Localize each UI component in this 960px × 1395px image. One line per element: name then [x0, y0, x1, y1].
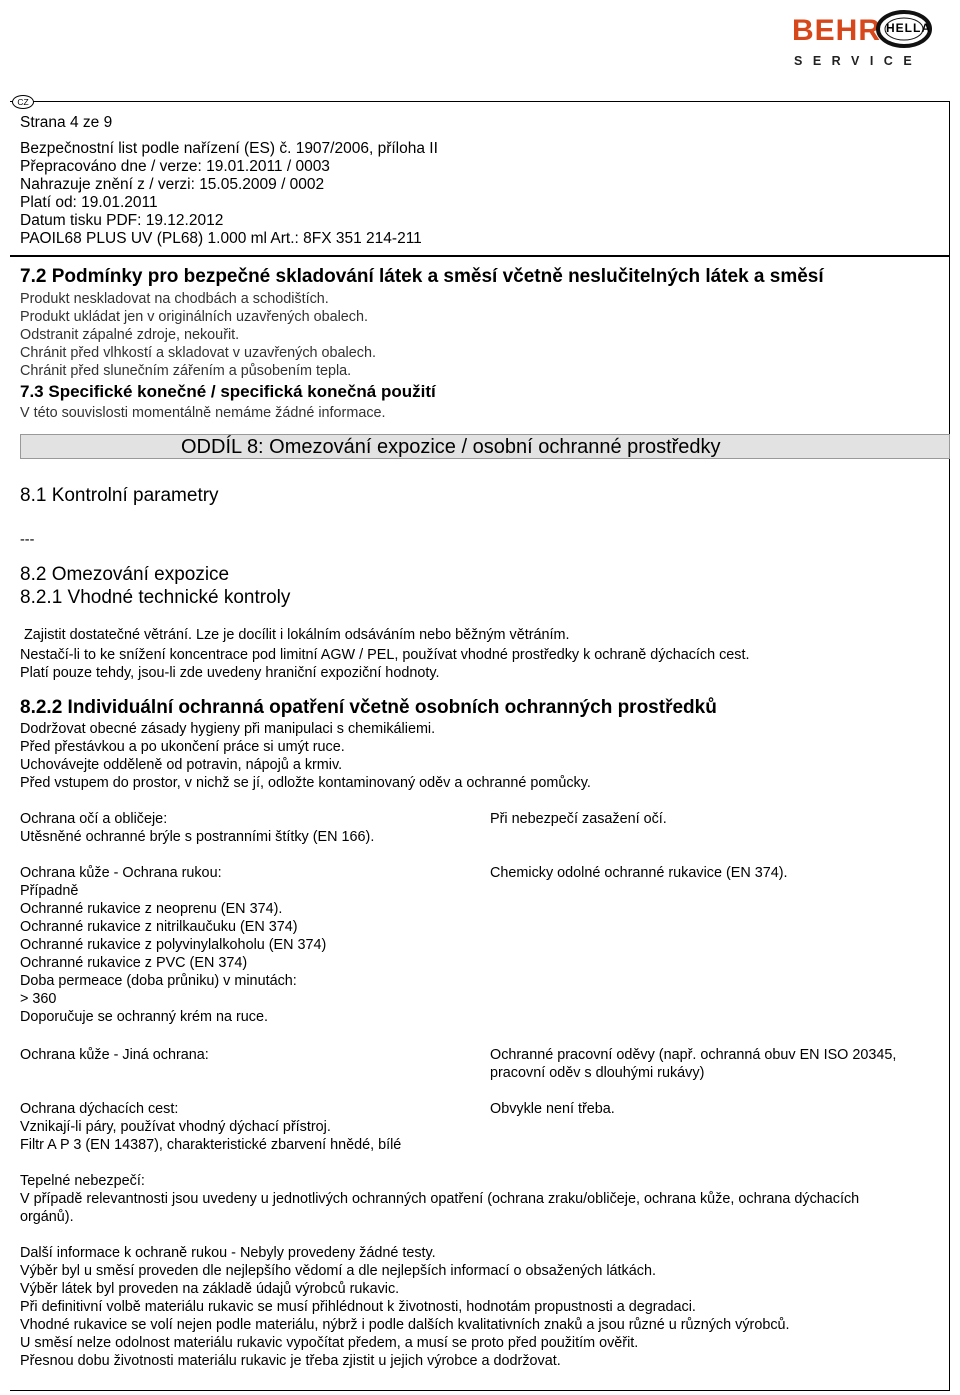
- hand-protection-line: Případně: [20, 883, 79, 899]
- header-replaces: Nahrazuje znění z / verzi: 15.05.2009 / 0002: [20, 176, 325, 193]
- respiratory-line: Vznikají-li páry, používat vhodný dýchací přístroj.: [20, 1119, 331, 1135]
- header-regulation: Bezpečnostní list podle nařízení (ES) č. 1907/2006, příloha II: [20, 140, 438, 157]
- s72-line: Produkt neskladovat na chodbách a schodištích.: [20, 291, 329, 307]
- hand-protection-line: Ochranné rukavice z neoprenu (EN 374).: [20, 901, 283, 917]
- s72-line: Chránit před slunečním zářením a působením tepla.: [20, 363, 352, 379]
- hand-protection-line: > 360: [20, 991, 57, 1007]
- eye-protection-note: Při nebezpečí zasažení očí.: [490, 811, 667, 827]
- additional-info-line: Výběr látek byl proveden na základě údajů výrobců rukavic.: [20, 1281, 400, 1297]
- respiratory-label: Ochrana dýchacích cest:: [20, 1101, 179, 1117]
- eye-protection-label: Ochrana očí a obličeje:: [20, 811, 168, 827]
- company-logo: [792, 10, 942, 72]
- s72-line: Produkt ukládat jen v originálních uzavřených obalech.: [20, 309, 368, 325]
- hygiene-line: Před vstupem do prostor, v nichž se jí, odložte kontaminovaný oděv a ochranné pomůcky.: [20, 775, 591, 791]
- section-7-2-heading: 7.2 Podmínky pro bezpečné skladování látek a směsí včetně neslučitelných látek a směsí: [20, 266, 824, 287]
- hand-protection-line: Doba permeace (doba průniku) v minutách:: [20, 973, 297, 989]
- section-8-title-bar: [20, 434, 950, 459]
- section-8-title: ODDÍL 8: Omezování expozice / osobní ochranné prostředky: [181, 436, 721, 458]
- page-number: Strana 4 ze 9: [20, 114, 113, 131]
- s72-line: Odstranit zápalné zdroje, nekouřit.: [20, 327, 240, 343]
- thermal-hazard-label: Tepelné nebezpečí:: [20, 1173, 145, 1189]
- section-8-1-empty: ---: [20, 532, 35, 548]
- additional-info-line: Další informace k ochraně rukou - Nebyly provedeny žádné testy.: [20, 1245, 436, 1261]
- tech-line: Zajistit dostatečné větrání. Lze je docílit i lokálním odsáváním nebo běžným větráním.: [24, 627, 570, 643]
- hygiene-line: Před přestávkou a po ukončení práce si umýt ruce.: [20, 739, 345, 755]
- thermal-hazard-line: V případě relevantnosti jsou uvedeny u jednotlivých ochranných opatření (ochrana zraku/obličeje, ochrana kůže, ochrana dýchacích: [20, 1191, 860, 1207]
- logo-behr-text: BEHR: [792, 14, 882, 47]
- eye-protection-text: Utěsněné ochranné brýle s postranními štítky (EN 166).: [20, 829, 375, 845]
- language-badge: CZ: [12, 95, 34, 109]
- section-7-3-heading: 7.3 Specifické konečné / specifická konečná použití: [20, 382, 436, 401]
- hand-protection-line: Ochranné rukavice z nitrilkaučuku (EN 374): [20, 919, 298, 935]
- hand-protection-note: Chemicky odolné ochranné rukavice (EN 374).: [490, 865, 788, 881]
- skin-protection-note: pracovní oděv s dlouhými rukávy): [490, 1065, 705, 1081]
- frame-right-border: [949, 101, 950, 1391]
- header-revision: Přepracováno dne / verze: 19.01.2011 / 0003: [20, 158, 330, 175]
- skin-protection-note: Ochranné pracovní oděvy (např. ochranná obuv EN ISO 20345,: [490, 1047, 897, 1063]
- header-print-date: Datum tisku PDF: 19.12.2012: [20, 212, 224, 229]
- additional-info-line: Výběr byl u směsí proveden dle nejlepšího vědomí a dle nejlepších informací o obsažených látkách.: [20, 1263, 656, 1279]
- header-divider: [10, 255, 950, 257]
- thermal-hazard-line: orgánů).: [20, 1209, 74, 1225]
- hygiene-line: Uchovávejte odděleně od potravin, nápojů a krmiv.: [20, 757, 343, 773]
- frame-top-border: [10, 101, 950, 102]
- section-8-2-2-heading: 8.2.2 Individuální ochranná opatření včetně osobních ochranných prostředků: [20, 697, 717, 718]
- section-8-1-heading: 8.1 Kontrolní parametry: [20, 485, 219, 506]
- respiratory-line: Filtr A P 3 (EN 14387), charakteristické zbarvení hnědé, bílé: [20, 1137, 402, 1153]
- respiratory-note: Obvykle není třeba.: [490, 1101, 615, 1117]
- header-product: PAOIL68 PLUS UV (PL68) 1.000 ml Art.: 8FX 351 214-211: [20, 230, 422, 247]
- tech-line: Nestačí-li to ke snížení koncentrace pod limitní AGW / PEL, používat vhodné prostředky k ochraně dýchacích cest.: [20, 647, 750, 663]
- hand-protection-line: Doporučuje se ochranný krém na ruce.: [20, 1009, 268, 1025]
- additional-info-line: Vhodné rukavice se volí nejen podle materiálu, nýbrž i podle dalších kvalitativních znaků a jsou různé u různých výrobců.: [20, 1317, 790, 1333]
- s73-text: V této souvislosti momentálně nemáme žádné informace.: [20, 405, 386, 421]
- frame-bottom-border: [10, 1390, 950, 1391]
- logo-service-text: SERVICE: [794, 54, 923, 68]
- section-8-2-1-heading: 8.2.1 Vhodné technické kontroly: [20, 587, 291, 608]
- s72-line: Chránit před vlhkostí a skladovat v uzavřených obalech.: [20, 345, 376, 361]
- hygiene-line: Dodržovat obecné zásady hygieny při manipulaci s chemikáliemi.: [20, 721, 436, 737]
- additional-info-line: Přesnou dobu životnosti materiálu rukavic je třeba zjistit u jejich výrobce a dodržovat.: [20, 1353, 561, 1369]
- tech-line: Platí pouze tehdy, jsou-li zde uvedeny hraniční expoziční hodnoty.: [20, 665, 440, 681]
- section-8-2-heading: 8.2 Omezování expozice: [20, 564, 230, 585]
- skin-protection-label: Ochrana kůže - Jiná ochrana:: [20, 1047, 209, 1063]
- hand-protection-line: Ochranné rukavice z polyvinylalkoholu (EN 374): [20, 937, 327, 953]
- header-valid-from: Platí od: 19.01.2011: [20, 194, 158, 211]
- logo-hella-text: HELLA: [886, 21, 931, 35]
- hand-protection-line: Ochranné rukavice z PVC (EN 374): [20, 955, 248, 971]
- additional-info-line: Při definitivní volbě materiálu rukavic se musí přihlédnout k životnosti, hodnotám propustnosti a degradaci.: [20, 1299, 696, 1315]
- hand-protection-label: Ochrana kůže - Ochrana rukou:: [20, 865, 222, 881]
- additional-info-line: U směsí nelze odolnost materiálu rukavic vypočítat předem, a musí se proto před použitím ověřit.: [20, 1335, 639, 1351]
